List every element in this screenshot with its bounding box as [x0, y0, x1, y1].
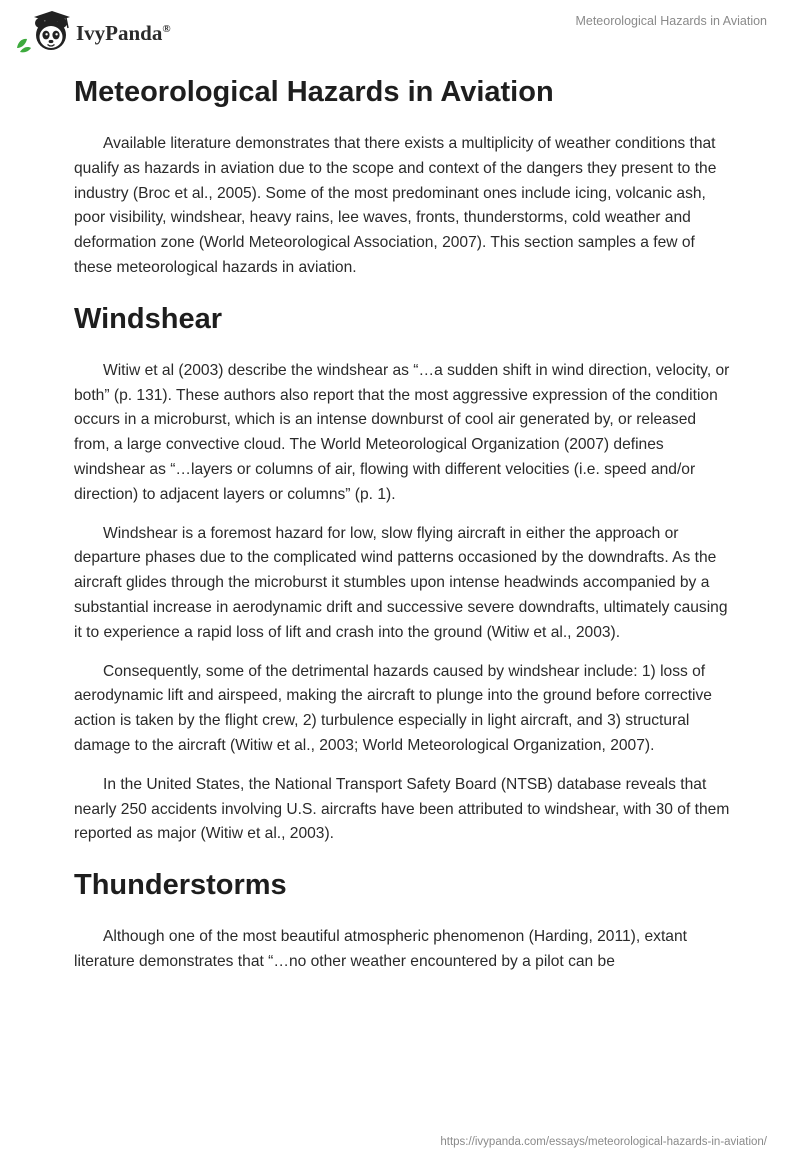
section-heading-windshear: Windshear — [74, 302, 222, 335]
running-header-title: Meteorological Hazards in Aviation — [575, 14, 767, 28]
paragraph: Although one of the most beautiful atmospheric phenomenon (Harding, 2011), extant literature demonstrates that “…no other weather encountered by a pilot can be — [74, 928, 687, 970]
paragraph: Witiw et al (2003) describe the windshear as “…a sudden shift in wind direction, velocity, or both” (p. 131). These authors also report that the most aggressive expression of the condition occurs in a microburst, which is an intense downburst of cool air generated by, or released from, a large convective cloud. The World Meteorological Organization (2007) defines windshear as “…layers or columns of air, flowing with different velocities (i.e. speed and/or direction) to adjacent layers or columns” (p. 1). — [74, 361, 730, 503]
panda-graduate-icon — [14, 8, 72, 54]
ivypanda-logo[interactable] — [14, 8, 171, 54]
section-heading-thunderstorms: Thunderstorms — [74, 869, 287, 902]
paragraph: Windshear is a foremost hazard for low, slow flying aircraft in either the approach or departure phases due to the complicated wind patterns occasioned by the downdrafts. As the aircraft glides through the microburst it stumbles upon intense headwinds accompanied by a substantial increase in aerodynamic drift and successive severe downdrafts, ultimately causing it to experience a rapid loss of lift and crash into the ground (Witiw et al., 2003). — [74, 524, 728, 641]
document-body — [74, 70, 734, 975]
source-url-link[interactable]: https://ivypanda.com/essays/meteorological-hazards-in-aviation/ — [440, 1136, 767, 1148]
paragraph: In the United States, the National Transport Safety Board (NTSB) database reveals that nearly 250 accidents involving U.S. aircrafts have been attributed to windshear, with 30 of them reported as major (Witiw et al., 2003). — [74, 775, 730, 843]
logo-wordmark: IvyPanda® — [76, 20, 171, 45]
page-title: Meteorological Hazards in Aviation — [74, 76, 554, 108]
paragraph: Consequently, some of the detrimental hazards caused by windshear include: 1) loss of aerodynamic lift and airspeed, making the aircraft to plunge into the ground before corrective action is taken by the flight crew, 2) turbulence especially in light aircraft, and 3) structural damage to the aircraft (Witiw et al., 2003; World Meteorological Organization, 2007). — [74, 662, 712, 754]
intro-paragraph: Available literature demonstrates that there exists a multiplicity of weather conditions that qualify as hazards in aviation due to the scope and context of the dangers they present to the industry (Broc et al., 2005). Some of the most predominant ones include icing, volcanic ash, poor visibility, windshear, heavy rains, lee waves, fronts, thunderstorms, cold weather and deformation zone (World Meteorological Association, 2007). This section samples a few of these meteorological hazards in aviation. — [74, 135, 717, 276]
page-header — [0, 0, 800, 60]
